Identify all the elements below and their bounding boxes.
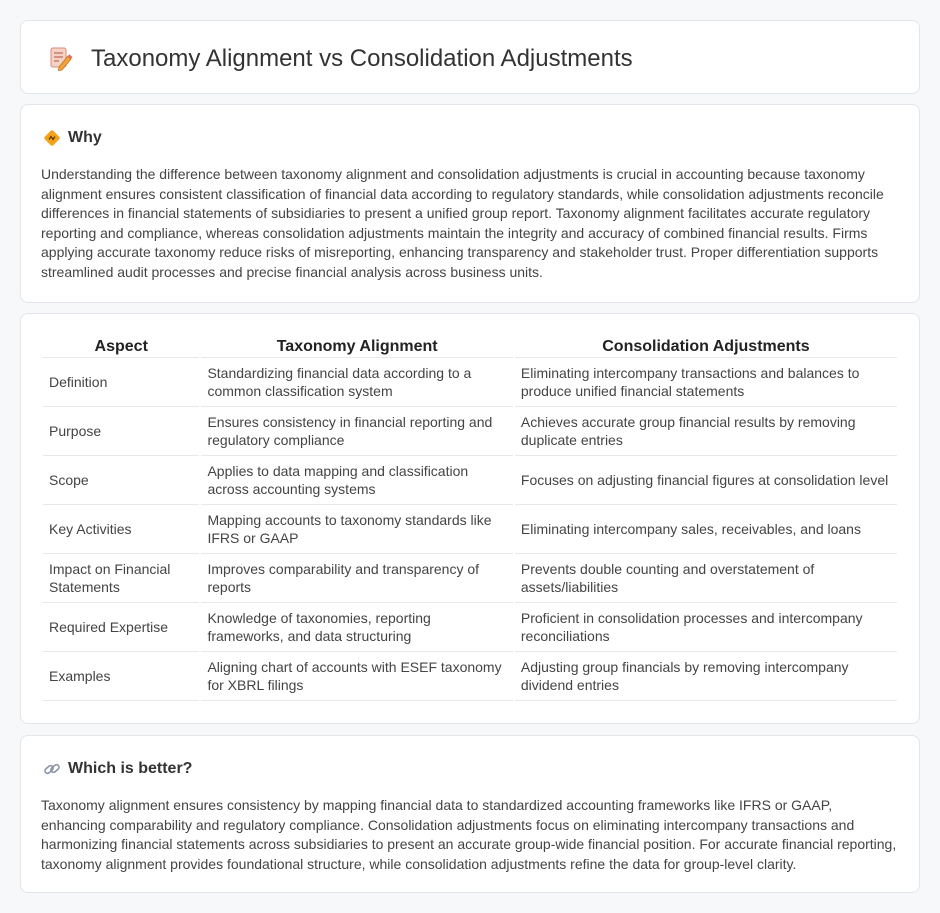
aspect-cell: Impact on Financial Statements bbox=[43, 554, 199, 603]
table-header-row bbox=[43, 336, 897, 358]
why-text: Understanding the difference between taxonomy alignment and consolidation adjustments is crucial in accounting because taxonomy alignment ensures consistent classification of financial data according to regulatory standards, while consolidation adjustments reconcile differences in financial statements of subsidiaries to present a unified group report. Taxonomy alignment facilitates accurate regulatory reporting and compliance, whereas consolidation adjustments maintain the integrity and accuracy of combined financial results. Firms applying accurate taxonomy reduce risks of misreporting, enhancing transparency and stakeholder trust. Proper differentiation supports streamlined audit processes and precise financial analysis across business units. bbox=[41, 166, 884, 280]
aspect-cell: Examples bbox=[43, 652, 199, 701]
header-aspect: Aspect bbox=[43, 336, 199, 358]
aspect-cell: Purpose bbox=[43, 407, 199, 456]
table-row bbox=[43, 652, 897, 701]
better-heading-row bbox=[43, 758, 192, 780]
header-taxonomy-alignment: Taxonomy Alignment bbox=[201, 336, 512, 358]
why-heading: Why bbox=[68, 129, 102, 146]
title-card bbox=[20, 20, 920, 94]
taxonomy-cell: Standardizing financial data according to a common classification system bbox=[201, 358, 512, 407]
aspect-cell: Definition bbox=[43, 358, 199, 407]
consolidation-cell: Focuses on adjusting financial figures at consolidation level bbox=[515, 456, 897, 505]
link-icon bbox=[43, 760, 61, 778]
consolidation-cell: Eliminating intercompany sales, receivables, and loans bbox=[515, 505, 897, 554]
diamond-signal-icon bbox=[43, 129, 61, 147]
why-heading-row bbox=[43, 127, 102, 149]
header-consolidation-adjustments: Consolidation Adjustments bbox=[515, 336, 897, 358]
taxonomy-cell: Mapping accounts to taxonomy standards like IFRS or GAAP bbox=[201, 505, 512, 554]
comparison-table-card bbox=[20, 313, 920, 724]
better-text: Taxonomy alignment ensures consistency by mapping financial data to standardized accounting frameworks like IFRS or GAAP, enhancing comparability and regulatory compliance. Consolidation adjustments focus on eliminating intercompany transactions and harmonizing financial statements across subsidiaries to present an accurate group-wide financial position. For accurate financial reporting, taxonomy alignment provides foundational structure, while consolidation adjustments refine the data for group-level clarity. bbox=[41, 797, 897, 872]
aspect-cell: Required Expertise bbox=[43, 603, 199, 652]
taxonomy-cell: Applies to data mapping and classification across accounting systems bbox=[201, 456, 512, 505]
table-row bbox=[43, 407, 897, 456]
consolidation-cell: Eliminating intercompany transactions and balances to produce unified financial statements bbox=[515, 358, 897, 407]
table-row bbox=[43, 554, 897, 603]
table-row bbox=[43, 505, 897, 554]
which-is-better-section bbox=[20, 735, 920, 893]
table-row bbox=[43, 358, 897, 407]
why-section bbox=[20, 104, 920, 303]
table-row bbox=[43, 603, 897, 652]
better-heading: Which is better? bbox=[68, 760, 193, 777]
document-edit-icon bbox=[47, 45, 73, 71]
taxonomy-cell: Knowledge of taxonomies, reporting frameworks, and data structuring bbox=[201, 603, 512, 652]
page-title: Taxonomy Alignment vs Consolidation Adjustments bbox=[91, 45, 633, 72]
comparison-table bbox=[41, 336, 899, 701]
taxonomy-cell: Ensures consistency in financial reporting and regulatory compliance bbox=[201, 407, 512, 456]
consolidation-cell: Proficient in consolidation processes and intercompany reconciliations bbox=[515, 603, 897, 652]
taxonomy-cell: Aligning chart of accounts with ESEF taxonomy for XBRL filings bbox=[201, 652, 512, 701]
aspect-cell: Scope bbox=[43, 456, 199, 505]
table-row bbox=[43, 456, 897, 505]
consolidation-cell: Prevents double counting and overstatement of assets/liabilities bbox=[515, 554, 897, 603]
aspect-cell: Key Activities bbox=[43, 505, 199, 554]
consolidation-cell: Achieves accurate group financial results by removing duplicate entries bbox=[515, 407, 897, 456]
taxonomy-cell: Improves comparability and transparency of reports bbox=[201, 554, 512, 603]
consolidation-cell: Adjusting group financials by removing intercompany dividend entries bbox=[515, 652, 897, 701]
